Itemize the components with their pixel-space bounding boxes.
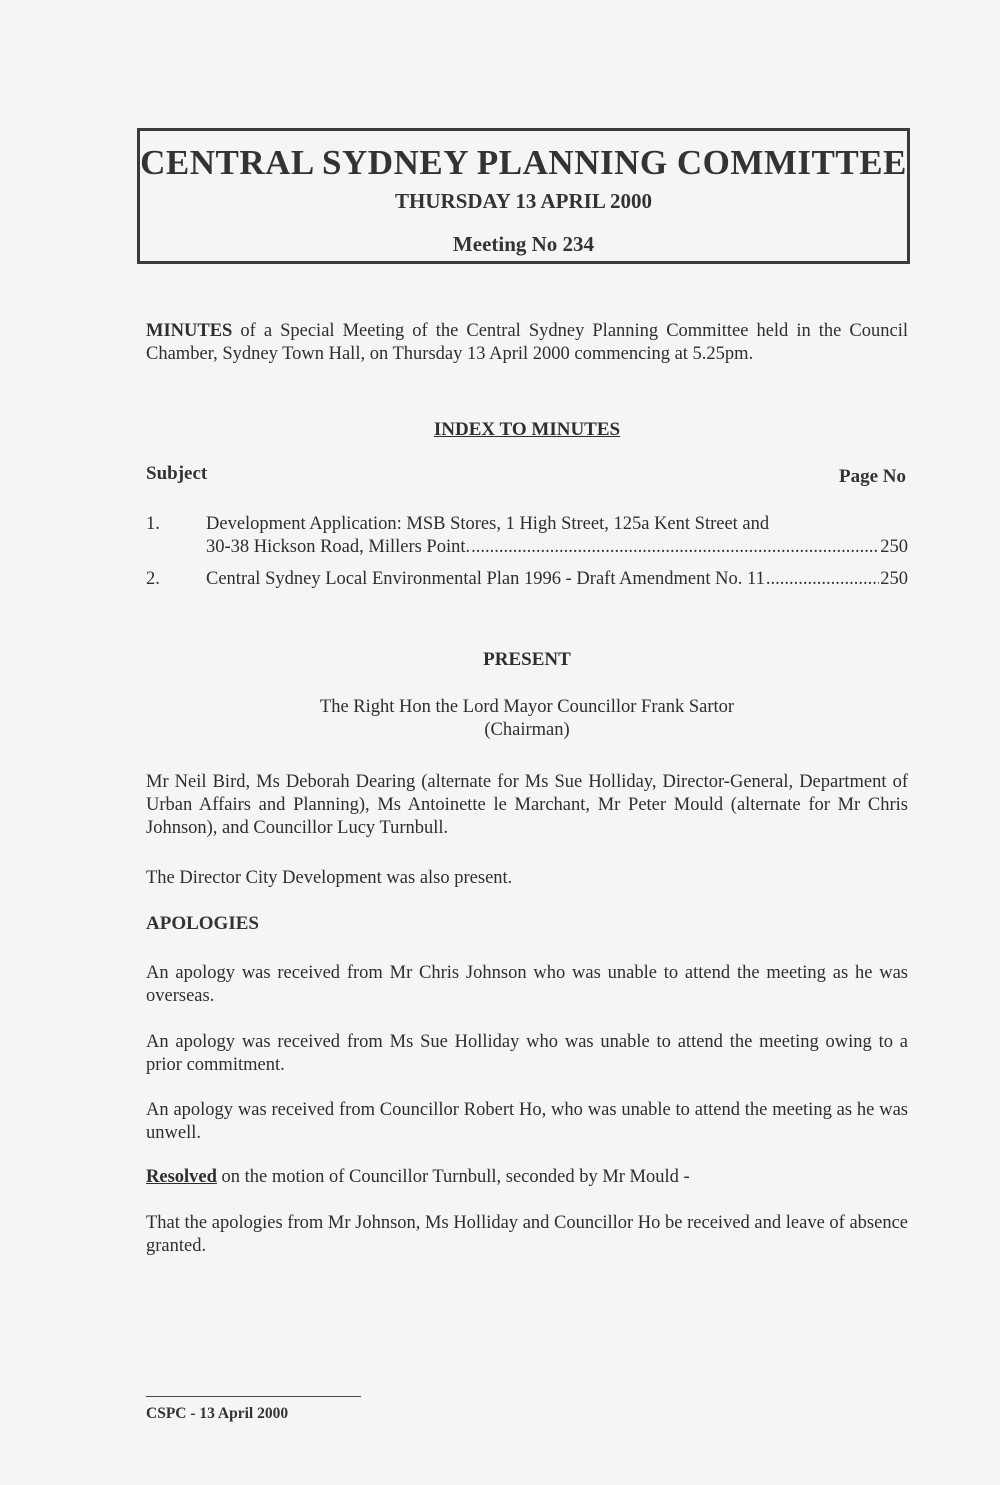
footer-rule: [146, 1396, 361, 1397]
intro-text: of a Special Meeting of the Central Sydney Planning Committee held in the Council Chamber, Sydney Town Hall, on Thursday 13 April 2000 commencing at 5.25pm.: [146, 321, 908, 364]
apologies-heading: APOLOGIES: [146, 913, 259, 934]
also-present: The Director City Development was also present.: [146, 868, 513, 888]
resolved-text: on the motion of Councillor Turnbull, seconded by Mr Mould -: [216, 1167, 690, 1187]
resolved-statement: [146, 1166, 908, 1189]
index-item-number: 2.: [146, 569, 160, 589]
index-item-page: 250: [880, 569, 908, 589]
index-item-number: 1.: [146, 514, 160, 534]
page-no-label: Page No: [838, 466, 906, 487]
index-heading: INDEX TO MINUTES: [433, 419, 621, 440]
subject-label: Subject: [146, 463, 208, 484]
header-box: [137, 128, 910, 264]
apology-item: An apology was received from Mr Chris Johnson who was unable to attend the meeting as he was overseas.: [146, 963, 908, 1006]
index-item-title: Central Sydney Local Environmental Plan 1996 - Draft Amendment No. 11: [206, 569, 765, 589]
resolved-label: Resolved: [146, 1167, 217, 1187]
leader-dots: [766, 568, 879, 591]
intro-lead: MINUTES: [146, 321, 233, 341]
leader-dots: [471, 536, 879, 559]
chairman-role: (Chairman): [484, 720, 570, 740]
chairman-name: The Right Hon the Lord Mayor Councillor Frank Sartor: [319, 697, 735, 717]
index-item-page: 250: [880, 537, 908, 557]
members-present: Mr Neil Bird, Ms Deborah Dearing (alternate for Ms Sue Holliday, Director-General, Department of Urban Affairs and Planning), Ms Antoinette le Marchant, Mr Peter Mould (alternate for Mr Chris Johnson), and Councillor Lucy Turnbull.: [146, 772, 908, 838]
meeting-number: Meeting No 234: [452, 232, 595, 256]
meeting-date: THURSDAY 13 APRIL 2000: [395, 189, 652, 213]
resolution-text: That the apologies from Mr Johnson, Ms Holliday and Councillor Ho be received and leave of absence granted.: [146, 1213, 908, 1256]
index-item: [146, 568, 908, 592]
footer-label: CSPC - 13 April 2000: [146, 1405, 289, 1422]
committee-title: CENTRAL SYDNEY PLANNING COMMITTEE: [140, 143, 907, 182]
index-item-title: Development Application: MSB Stores, 1 High Street, 125a Kent Street and: [206, 514, 770, 534]
intro-paragraph: [146, 320, 908, 366]
apology-item: An apology was received from Councillor Robert Ho, who was unable to attend the meeting as he was unwell.: [146, 1100, 908, 1143]
index-item-title-cont: 30-38 Hickson Road, Millers Point.: [206, 537, 471, 557]
index-item: [146, 513, 908, 561]
present-heading: PRESENT: [483, 649, 571, 670]
apology-item: An apology was received from Ms Sue Holliday who was unable to attend the meeting owing to a prior commitment.: [146, 1032, 908, 1075]
